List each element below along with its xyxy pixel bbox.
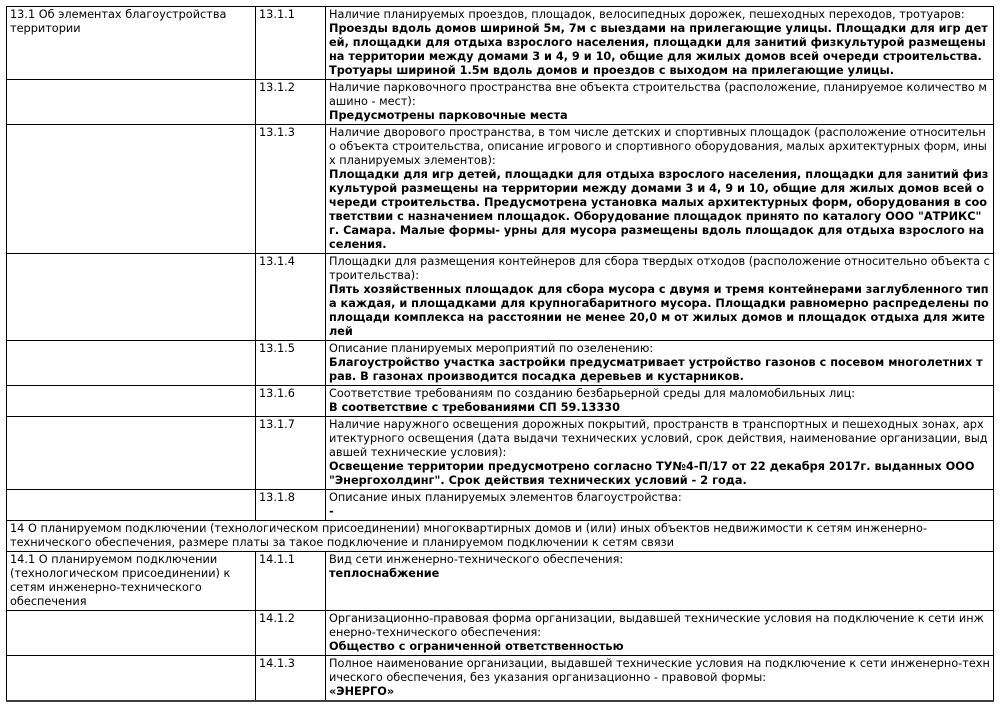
row-number: 14.1.3: [259, 657, 295, 670]
section-header-row: [7, 521, 994, 552]
row-label: Наличие наружного освещения дорожных покрытий, пространств в транспортных и пешеходных зонах, архитектурного освещения (дата выдачи технических условий, срок действия, наименование организации, выдавшей технические условия):: [329, 418, 988, 459]
empty-cell: [7, 125, 256, 254]
row-value: Пять хозяйственных площадок для сбора мусора с двумя и тремя контейнерами заглубленного типа каждая, и площадками для крупногабаритного мусора. Площадки равномерно распределены по площади комплекса на расстоянии не менее 20,0 м от жилых домов и площадок отдыха для жителей: [329, 283, 989, 338]
empty-cell: [7, 611, 256, 656]
row-label: Описание планируемых мероприятий по озеленению:: [329, 342, 654, 355]
empty-cell: [7, 490, 256, 521]
table-row: [7, 417, 994, 490]
table-row: [7, 656, 994, 702]
row-number-cell: [256, 656, 326, 702]
row-label: Наличие парковочного пространства вне объекта строительства (расположение, планируемое количество машино - мест):: [329, 81, 987, 108]
row-label: Полное наименование организации, выдавшей технические условия на подключение к сети инженерно-технического обеспечения, без указания организационно - правовой формы:: [329, 657, 990, 684]
empty-cell: [7, 656, 256, 702]
empty-cell: [7, 341, 256, 386]
row-number-cell: [256, 341, 326, 386]
row-content-cell: [326, 386, 994, 417]
row-label: Организационно-правовая форма организации, выдавшей технические условия на подключение к сети инженерно-технического обеспечения:: [329, 612, 984, 639]
row-content-cell: [326, 656, 994, 702]
section-14-header: 14 О планируемом подключении (технологическом присоединении) многоквартирных домов и (или) иных объектов недвижимости к сетям инженерно-технического обеспечения, размере платы за такое подключение и планируемом подключении к сетям связи: [7, 521, 994, 552]
row-value: Площадки для игр детей, площадки для отдыха взрослого населения, площадки для занитий физкультурой размещены на территории между домами 3 и 4, 9 и 10, общие для жилых домов всей очереди строительства. Предусмотрена установка малых архитектурных форм, оборудования в соответствии с назначением площадок. Оборудование площадок принято по каталогу ООО "АТРИКС" г. Самара. Малые формы- урны для мусора размещены вдоль площадок для отдыха взрослого населения.: [329, 168, 989, 251]
row-number: 13.1.7: [259, 418, 295, 431]
row-value: -: [329, 505, 334, 518]
row-label: Площадки для размещения контейнеров для сбора твердых отходов (расположение относительно объекта строительства):: [329, 255, 990, 282]
row-number: 13.1.6: [259, 387, 295, 400]
table-row: [7, 254, 994, 341]
row-value: Предусмотрены парковочные места: [329, 109, 568, 122]
table-row: [7, 552, 994, 611]
row-value: теплоснабжение: [329, 567, 440, 580]
row-content-cell: [326, 417, 994, 490]
empty-cell: [7, 386, 256, 417]
row-content-cell: [326, 254, 994, 341]
row-number-cell: [256, 611, 326, 656]
row-number-cell: [256, 417, 326, 490]
row-number-cell: [256, 7, 326, 80]
row-number-cell: [256, 490, 326, 521]
row-content-cell: [326, 341, 994, 386]
table-row: [7, 125, 994, 254]
section-label-13-1: 13.1 Об элементах благоустройства территории: [10, 8, 227, 35]
table-row: [7, 490, 994, 521]
row-label: Вид сети инженерно-технического обеспечения:: [329, 553, 624, 566]
row-number-cell: [256, 125, 326, 254]
row-number: 13.1.3: [259, 126, 295, 139]
row-content-cell: [326, 611, 994, 656]
row-number: 14.1.2: [259, 612, 295, 625]
row-value: «ЭНЕРГО»: [329, 685, 395, 698]
empty-cell: [7, 254, 256, 341]
row-number: 13.1.4: [259, 255, 295, 268]
section-label-14-1: 14.1 О планируемом подключении (технологическом присоединении) к сетям инженерно-технического обеспечения: [10, 553, 231, 608]
row-number: 13.1.8: [259, 491, 295, 504]
section-label-cell: [7, 7, 256, 80]
row-number: 14.1.1: [259, 553, 295, 566]
row-content-cell: [326, 125, 994, 254]
row-label: Наличие дворового пространства, в том числе детских и спортивных площадок (расположение относительно объекта строительства, описание игрового и спортивного оборудования, малых архитектурных форм, иных планируемых элементов):: [329, 126, 987, 167]
row-content-cell: [326, 552, 994, 611]
row-label: Наличие планируемых проездов, площадок, велосипедных дорожек, пешеходных переходов, тротуаров:: [329, 8, 965, 21]
row-value: Благоустройство участка застройки предусматривает устройство газонов с посевом многолетних трав. В газонах производится посадка деревьев и кустарников.: [329, 356, 983, 383]
row-number-cell: [256, 552, 326, 611]
row-value: Общество с ограниченной ответственностью: [329, 640, 624, 653]
row-content-cell: [326, 490, 994, 521]
empty-cell: [7, 80, 256, 125]
row-value: Освещение территории предусмотрено согласно ТУ№4-П/17 от 22 декабря 2017г. выданных ООО "Энергохолдинг". Срок действия технических условий - 2 года.: [329, 460, 975, 487]
row-value: Проезды вдоль домов шириной 5м, 7м с выездами на прилегающие улицы. Площадки для игр детей, площадки для отдыха взрослого населения, площадки для занитий физкультурой размещены на территории между домами 3 и 4, 9 и 10, общие для жилых домов всей очереди строительства. Тротуары шириной 1.5м вдоль домов и проездов с выходом на прилегающие улицы.: [329, 22, 988, 77]
table-row: [7, 7, 994, 80]
row-number-cell: [256, 80, 326, 125]
row-number-cell: [256, 254, 326, 341]
section-label-cell: [7, 552, 256, 611]
table-row: [7, 80, 994, 125]
empty-cell: [7, 417, 256, 490]
row-number: 13.1.2: [259, 81, 295, 94]
declaration-table: [6, 6, 994, 702]
row-label: Соответствие требованиям по созданию безбарьерной среды для маломобильных лиц:: [329, 387, 856, 400]
table-row: [7, 386, 994, 417]
row-label: Описание иных планируемых элементов благоустройства:: [329, 491, 682, 504]
row-content-cell: [326, 80, 994, 125]
table-row: [7, 341, 994, 386]
row-content-cell: [326, 7, 994, 80]
row-number: 13.1.1: [259, 8, 295, 21]
row-number-cell: [256, 386, 326, 417]
row-number: 13.1.5: [259, 342, 295, 355]
row-value: В соответствие с требованиями СП 59.13330: [329, 401, 620, 414]
table-row: [7, 611, 994, 656]
